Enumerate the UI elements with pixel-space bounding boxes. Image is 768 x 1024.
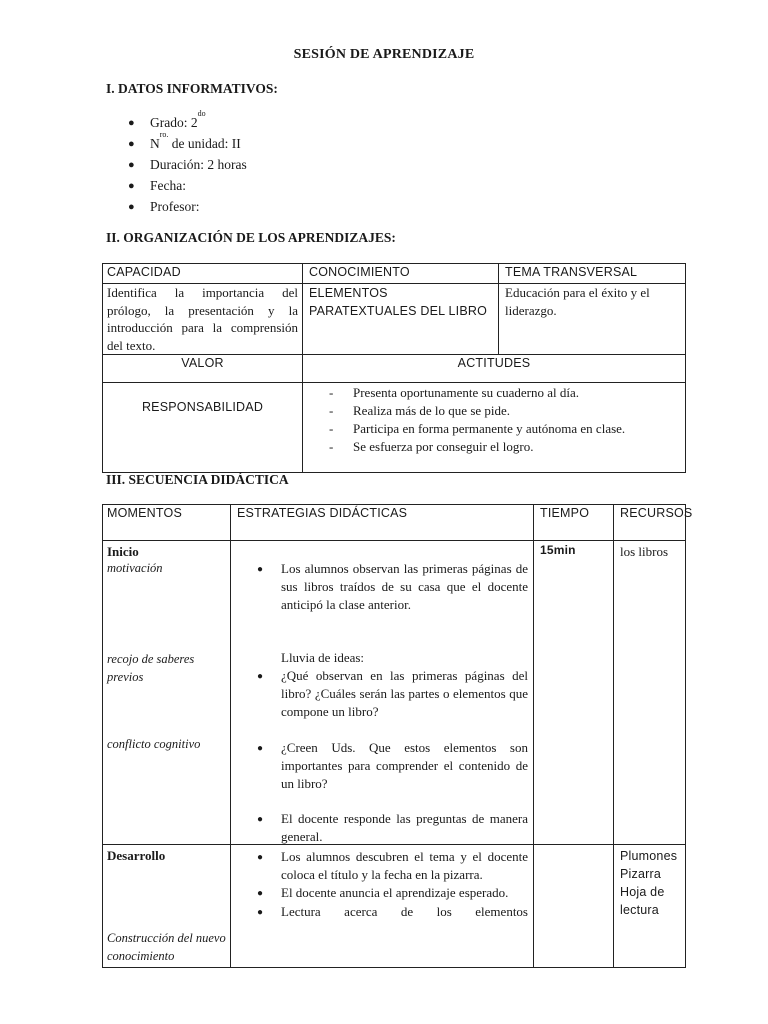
recursos-desarrollo: Plumones Pizarra Hoja de lectura bbox=[620, 849, 678, 917]
list-item: - Se esfuerza por conseguir el logro. bbox=[329, 439, 534, 454]
organizacion-table bbox=[102, 263, 686, 473]
header-tema-transversal: TEMA TRANSVERSAL bbox=[499, 264, 685, 284]
bullet-icon: ● bbox=[257, 852, 264, 863]
recursos-inicio: los libros bbox=[614, 541, 685, 845]
header-valor: VALOR bbox=[103, 355, 303, 383]
estrategias-inicio bbox=[231, 541, 534, 845]
valor-text: RESPONSABILIDAD bbox=[103, 383, 303, 472]
header-conocimiento: CONOCIMIENTO bbox=[303, 264, 499, 284]
bullet-icon: ● bbox=[128, 117, 135, 129]
inicio-motivacion: motivación bbox=[107, 561, 163, 575]
header-tiempo: TIEMPO bbox=[534, 505, 614, 541]
bullet-icon: ● bbox=[128, 138, 135, 150]
tiempo-inicio: 15min bbox=[534, 541, 614, 845]
desarrollo-construccion: Construcción del nuevo conocimiento bbox=[107, 931, 226, 963]
bullet-icon: ● bbox=[257, 888, 264, 899]
momento-desarrollo bbox=[103, 845, 231, 967]
header-actitudes: ACTITUDES bbox=[303, 355, 685, 383]
header-recursos: RECURSOS bbox=[614, 505, 685, 541]
section-heading-datos: I. DATOS INFORMATIVOS: bbox=[106, 81, 278, 96]
page-title: SESIÓN DE APRENDIZAJE bbox=[293, 47, 475, 62]
list-item: ● El docente anuncia el aprendizaje esperado. bbox=[257, 884, 528, 903]
list-item-profesor: ● Profesor: bbox=[128, 198, 247, 219]
list-item-duracion: ● Duración: 2 horas bbox=[128, 156, 247, 177]
bullet-icon: ● bbox=[128, 180, 135, 192]
inicio-conflicto: conflicto cognitivo bbox=[107, 737, 201, 751]
bullet-icon: ● bbox=[257, 814, 264, 825]
list-item-grado: ● Grado: 2 do bbox=[128, 114, 247, 135]
bullet-icon: ● bbox=[257, 743, 264, 754]
inicio-recojo: recojo de saberes previos bbox=[107, 652, 195, 684]
section-heading-secuencia: III. SECUENCIA DIDÁCTICA bbox=[106, 472, 289, 487]
list-item: - Realiza más de lo que se pide. bbox=[329, 403, 511, 418]
list-item: ● ¿Creen Uds. Que estos elementos son importantes para comprender el contenido de un libro? bbox=[257, 740, 528, 791]
conocimiento-text: ELEMENTOS PARATEXTUALES DEL LIBRO bbox=[303, 284, 499, 355]
desarrollo-title: Desarrollo bbox=[107, 848, 166, 863]
actitudes-list bbox=[329, 384, 685, 456]
tema-text: Educación para el éxito y el liderazgo. bbox=[499, 284, 685, 355]
header-momentos: MOMENTOS bbox=[103, 505, 231, 541]
list-item-fecha: ● Fecha: bbox=[128, 177, 247, 198]
lluvia-label: Lluvia de ideas: bbox=[281, 650, 365, 665]
tiempo-desarrollo bbox=[534, 845, 614, 967]
list-item: - Presenta oportunamente su cuaderno al día. bbox=[329, 385, 579, 400]
section-heading-organizacion: II. ORGANIZACIÓN DE LOS APRENDIZAJES: bbox=[106, 230, 396, 245]
datos-list bbox=[128, 109, 247, 219]
list-item: ● Los alumnos descubren el tema y el docente coloca el título y la fecha en la pizarra. bbox=[257, 849, 528, 882]
header-capacidad: CAPACIDAD bbox=[103, 264, 303, 284]
list-item: - Participa en forma permanente y autónoma en clase. bbox=[329, 421, 626, 436]
estrategias-desarrollo bbox=[231, 845, 534, 967]
capacidad-text: Identifica la importancia del prólogo, la presentación y la introducción para la comprensión del texto. bbox=[103, 284, 303, 355]
bullet-icon: ● bbox=[257, 907, 264, 918]
list-item: ● ¿Qué observan en las primeras páginas del libro? ¿Cuáles serán las partes o elementos que compone un libro? bbox=[257, 668, 528, 719]
actitudes-cell bbox=[303, 383, 685, 472]
bullet-icon: ● bbox=[257, 564, 264, 575]
list-item: ● Lectura acerca de los elementos bbox=[257, 903, 528, 922]
header-estrategias: ESTRATEGIAS DIDÁCTICAS bbox=[231, 505, 534, 541]
list-item: ● El docente responde las preguntas de manera general. bbox=[257, 811, 528, 844]
bullet-icon: ● bbox=[128, 159, 135, 171]
momento-inicio bbox=[103, 541, 231, 845]
bullet-icon: ● bbox=[257, 671, 264, 682]
list-item-unidad: ● N ro. de unidad: II bbox=[128, 135, 247, 156]
secuencia-table bbox=[102, 504, 693, 968]
bullet-icon: ● bbox=[128, 201, 135, 213]
inicio-title: Inicio bbox=[107, 544, 139, 559]
list-item: ● Los alumnos observan las primeras páginas de sus libros traídos de su casa que el docente anticipó la clase anterior. bbox=[257, 561, 528, 612]
